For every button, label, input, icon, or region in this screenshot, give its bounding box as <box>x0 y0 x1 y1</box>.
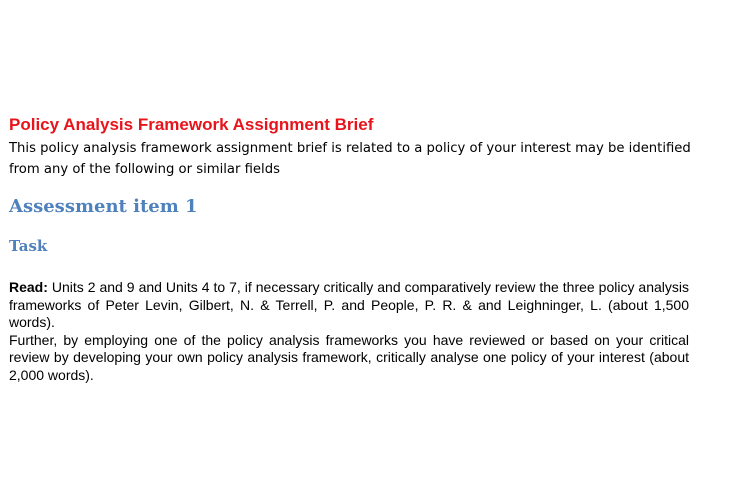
intro-paragraph: This policy analysis framework assignment brief is related to a policy of your interest may be identified from any of the following or similar fields <box>9 141 691 177</box>
task-heading: Task <box>9 237 48 255</box>
read-paragraph <box>9 279 689 332</box>
read-label: Read: <box>9 279 48 295</box>
document-title: Policy Analysis Framework Assignment Brief <box>9 115 374 134</box>
task-body <box>9 279 689 384</box>
further-paragraph: Further, by employing one of the policy analysis frameworks you have reviewed or based on your critical review by developing your own policy analysis framework, critically analyse one policy of your interest (about 2,000 words). <box>9 331 689 383</box>
assessment-heading: Assessment item 1 <box>9 196 198 217</box>
read-text: Units 2 and 9 and Units 4 to 7, if necessary critically and comparatively review the three policy analysis frameworks of Peter Levin, Gilbert, N. & Terrell, P. and People, P. R. & and Leighninger, L. (about 1,500 words). <box>9 279 689 330</box>
